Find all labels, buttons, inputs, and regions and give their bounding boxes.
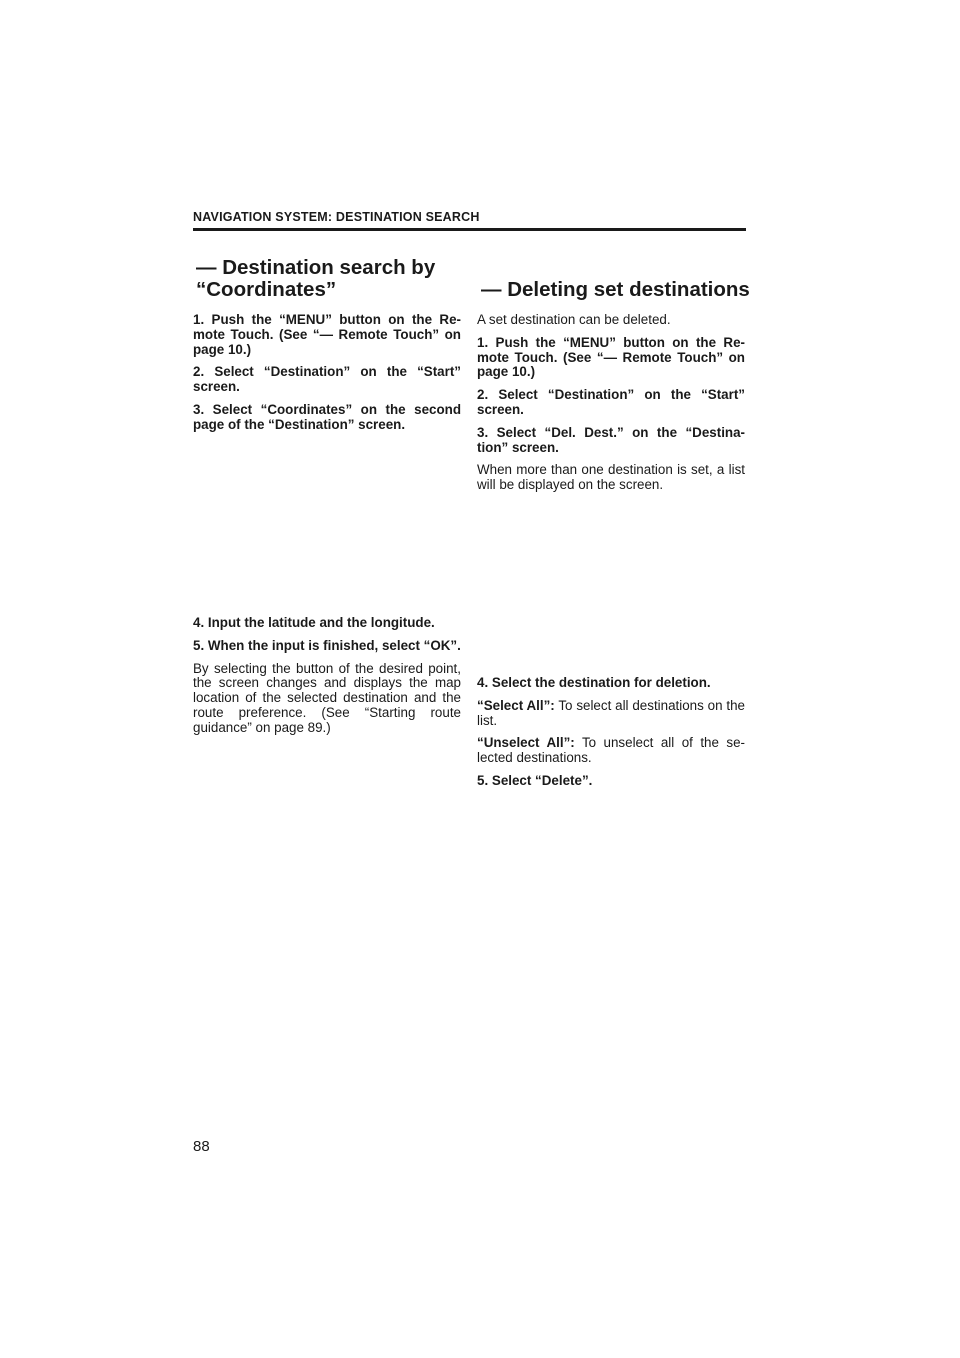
unselect-all-desc: To unselect all of the se-lected destinations.	[477, 735, 745, 766]
left-note: By selecting the button of the desired point, the screen changes and displays the map location of the selected destination and the route preference. (See “Starting route guidance” on page 89.)	[193, 660, 461, 735]
step-3-right: 3. Select “Del. Dest.” on the “Destina-tion” screen.	[477, 424, 745, 455]
right-note: When more than one destination is set, a list will be displayed on the screen.	[477, 462, 745, 493]
section-title-coordinates	[196, 257, 466, 301]
running-header: NAVIGATION SYSTEM: DESTINATION SEARCH	[193, 210, 480, 224]
step-4-right: 4. Select the destination for deletion.	[477, 675, 711, 690]
unselect-all-definition	[477, 736, 745, 766]
title-line-1: — Destination search by	[196, 256, 436, 279]
step-1-right: 1. Push the “MENU” button on the Re-mote Touch. (See “— Remote Touch” on page 10.)	[477, 334, 745, 380]
page-number: 88	[193, 1138, 210, 1155]
step-1-left: 1. Push the “MENU” button on the Re-mote Touch. (See “— Remote Touch” on page 10.)	[193, 312, 461, 357]
select-all-desc: To select all destinations on the list.	[477, 697, 745, 728]
left-steps-top	[193, 313, 461, 441]
section-title-deleting: — Deleting set destinations	[481, 278, 750, 301]
step-3-left: 3. Select “Coordinates” on the second page of the “Destination” screen.	[193, 401, 461, 432]
right-steps-top	[477, 313, 745, 501]
header-rule	[193, 228, 746, 231]
step-5-left: 5. When the input is finished, select “OK”.	[193, 637, 461, 653]
step-4-left: 4. Input the latitude and the longitude.	[193, 615, 435, 630]
step-5-right: 5. Select “Delete”.	[477, 772, 593, 788]
select-all-definition	[477, 699, 745, 729]
title-line-2: “Coordinates”	[196, 278, 337, 301]
left-steps-bottom	[193, 616, 461, 744]
select-all-term: “Select All”:	[477, 697, 555, 713]
right-intro: A set destination can be deleted.	[477, 312, 671, 327]
step-2-right: 2. Select “Destination” on the “Start” screen.	[477, 387, 745, 417]
unselect-all-term: “Unselect All”:	[477, 735, 575, 751]
step-2-left: 2. Select “Destination” on the “Start” screen.	[193, 364, 461, 395]
right-steps-bottom	[477, 676, 745, 797]
